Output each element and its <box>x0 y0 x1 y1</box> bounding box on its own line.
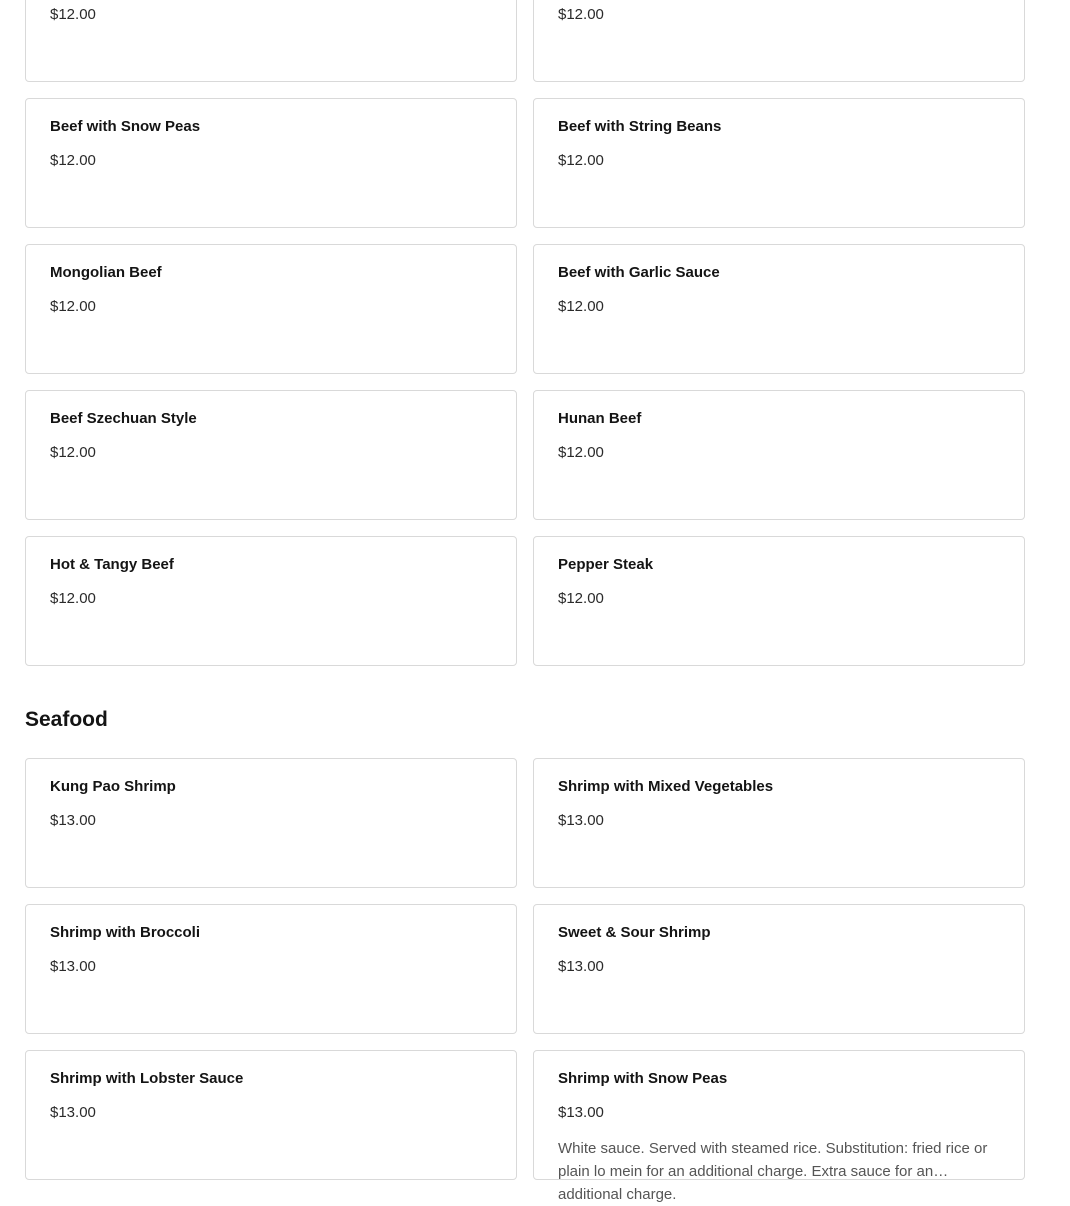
menu-item-card[interactable] <box>533 1050 1025 1203</box>
menu-item-name: Shrimp with Mixed Vegetables <box>558 778 774 795</box>
menu-item-price: $13.00 <box>50 958 96 975</box>
menu-item-name: Pepper Steak <box>558 556 654 573</box>
seafood-menu-grid <box>25 758 1025 1203</box>
menu-item-card[interactable] <box>25 390 517 520</box>
section-title-seafood: Seafood <box>25 708 108 731</box>
menu-item-name: Hunan Beef <box>558 410 642 427</box>
menu-item-card[interactable] <box>533 904 1025 1034</box>
menu-item-price: $13.00 <box>558 958 604 975</box>
menu-item-description: White sauce. Served with steamed rice. Substitution: fried rice or plain lo mein for an additional charge. Extra sauce for an additional charge. <box>558 1140 988 1203</box>
menu-item-price: $12.00 <box>558 590 604 607</box>
menu-item-price: $12.00 <box>558 6 604 23</box>
menu-item-price: $12.00 <box>50 444 96 461</box>
menu-item-name: Mongolian Beef <box>50 264 162 281</box>
menu-item-card[interactable] <box>25 758 517 888</box>
menu-item-price: $12.00 <box>558 298 604 315</box>
menu-item-name: Hot & Tangy Beef <box>50 556 174 573</box>
menu-item-name: Shrimp with Broccoli <box>50 924 201 941</box>
menu-item-name: Beef with Snow Peas <box>50 118 201 135</box>
menu-item-price: $12.00 <box>50 152 96 169</box>
menu-item-card[interactable] <box>25 98 517 228</box>
menu-item-price: $12.00 <box>50 298 96 315</box>
menu-item-price: $12.00 <box>50 6 96 23</box>
menu-item-name: Shrimp with Lobster Sauce <box>50 1070 244 1087</box>
menu-item-card[interactable] <box>25 244 517 374</box>
menu-item-card[interactable] <box>533 536 1025 666</box>
menu-item-name: Beef with String Beans <box>558 118 722 135</box>
menu-item-card[interactable] <box>533 98 1025 228</box>
menu-item-price: $13.00 <box>50 1104 96 1121</box>
menu-item-price: $13.00 <box>558 812 604 829</box>
menu-item-card[interactable] <box>533 758 1025 888</box>
menu-item-price: $12.00 <box>50 590 96 607</box>
menu-item-price: $13.00 <box>558 1104 604 1121</box>
menu-item-card[interactable] <box>25 0 517 82</box>
menu-item-name: Beef with Garlic Sauce <box>558 264 720 281</box>
menu-item-card[interactable] <box>25 904 517 1034</box>
beef-menu-grid <box>25 0 1025 666</box>
menu-item-card[interactable] <box>25 536 517 666</box>
menu-item-card[interactable] <box>533 244 1025 374</box>
menu-item-name: Sweet & Sour Shrimp <box>558 924 711 941</box>
menu-item-card[interactable] <box>25 1050 517 1180</box>
menu-item-name: Shrimp with Snow Peas <box>558 1070 728 1087</box>
menu-item-price: $12.00 <box>558 152 604 169</box>
menu-item-name: Kung Pao Shrimp <box>50 778 176 795</box>
menu-item-name: Beef Szechuan Style <box>50 410 197 427</box>
menu-item-card[interactable] <box>533 390 1025 520</box>
menu-item-price: $12.00 <box>558 444 604 461</box>
menu-item-price: $13.00 <box>50 812 96 829</box>
menu-item-card[interactable] <box>533 0 1025 82</box>
